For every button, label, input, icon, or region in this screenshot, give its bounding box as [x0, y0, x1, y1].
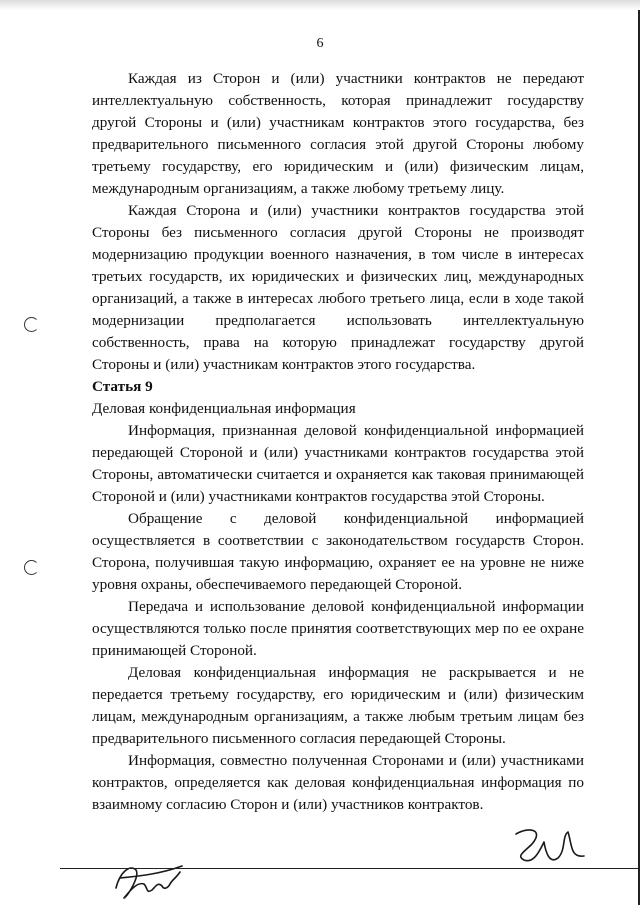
footer-rule [60, 868, 640, 869]
paragraph: Информация, признанная деловой конфиденциальной информацией передающей Стороной и (или) участниками контрактов государства этой Стороны, автоматически считается и охраняется как таковая принимающей Стороной и (или) участниками контрактов государства этой Стороны. [92, 422, 584, 505]
article-subheading: Деловая конфиденциальная информация [92, 400, 356, 417]
signature-mark-left [110, 858, 190, 902]
signature-mark-right [510, 820, 590, 870]
paragraph: Обращение с деловой конфиденциальной информацией осуществляется в соответствии с законодательством государств Сторон. Сторона, получившая такую информацию, охраняет ее на уровне не ниже уровня охраны, обеспечиваемого передающей Стороной. [92, 510, 584, 593]
paragraph: Каждая Сторона и (или) участники контрактов государства этой Стороны без письменного согласия другой Стороны не производят модернизацию продукции военного назначения, в том числе в интересах третьих государств, их юридических и физических лиц, международных организаций, а также в интересах любого третьего лица, если в ходе такой модернизации предполагается использовать интеллектуальную собственность, права на которую принадлежат государству другой Стороны и (или) участникам контрактов этого государства. [92, 202, 584, 373]
document-body [92, 68, 584, 816]
paragraph: Деловая конфиденциальная информация не раскрывается и не передается третьему государству, его юридическим и (или) физическим лицам, международным организациям, а также любым третьим лицам без предварительного письменного согласия передающей Стороны. [92, 664, 584, 747]
paragraph: Информация, совместно полученная Сторонами и (или) участниками контрактов, определяется как деловая конфиденциальная информация по взаимному согласию Сторон и (или) участников контрактов. [92, 752, 584, 813]
scan-edge [0, 0, 640, 10]
article-heading: Статья 9 [92, 378, 153, 395]
paragraph: Каждая из Сторон и (или) участники контрактов не передают интеллектуальную собственность, которая принадлежит государству другой Стороны и (или) участникам контрактов этого государства, без предварительного письменного согласия этой другой Стороны любому третьему государству, его юридическим и (или) физическим лицам, международным организациям, а также любому третьему лицу. [92, 70, 584, 197]
punch-hole-mark [24, 560, 39, 575]
page-number: 6 [316, 36, 324, 51]
punch-hole-mark [24, 317, 39, 332]
paragraph: Передача и использование деловой конфиденциальной информации осуществляются только после принятия соответствующих мер по ее охране принимающей Стороной. [92, 598, 584, 659]
